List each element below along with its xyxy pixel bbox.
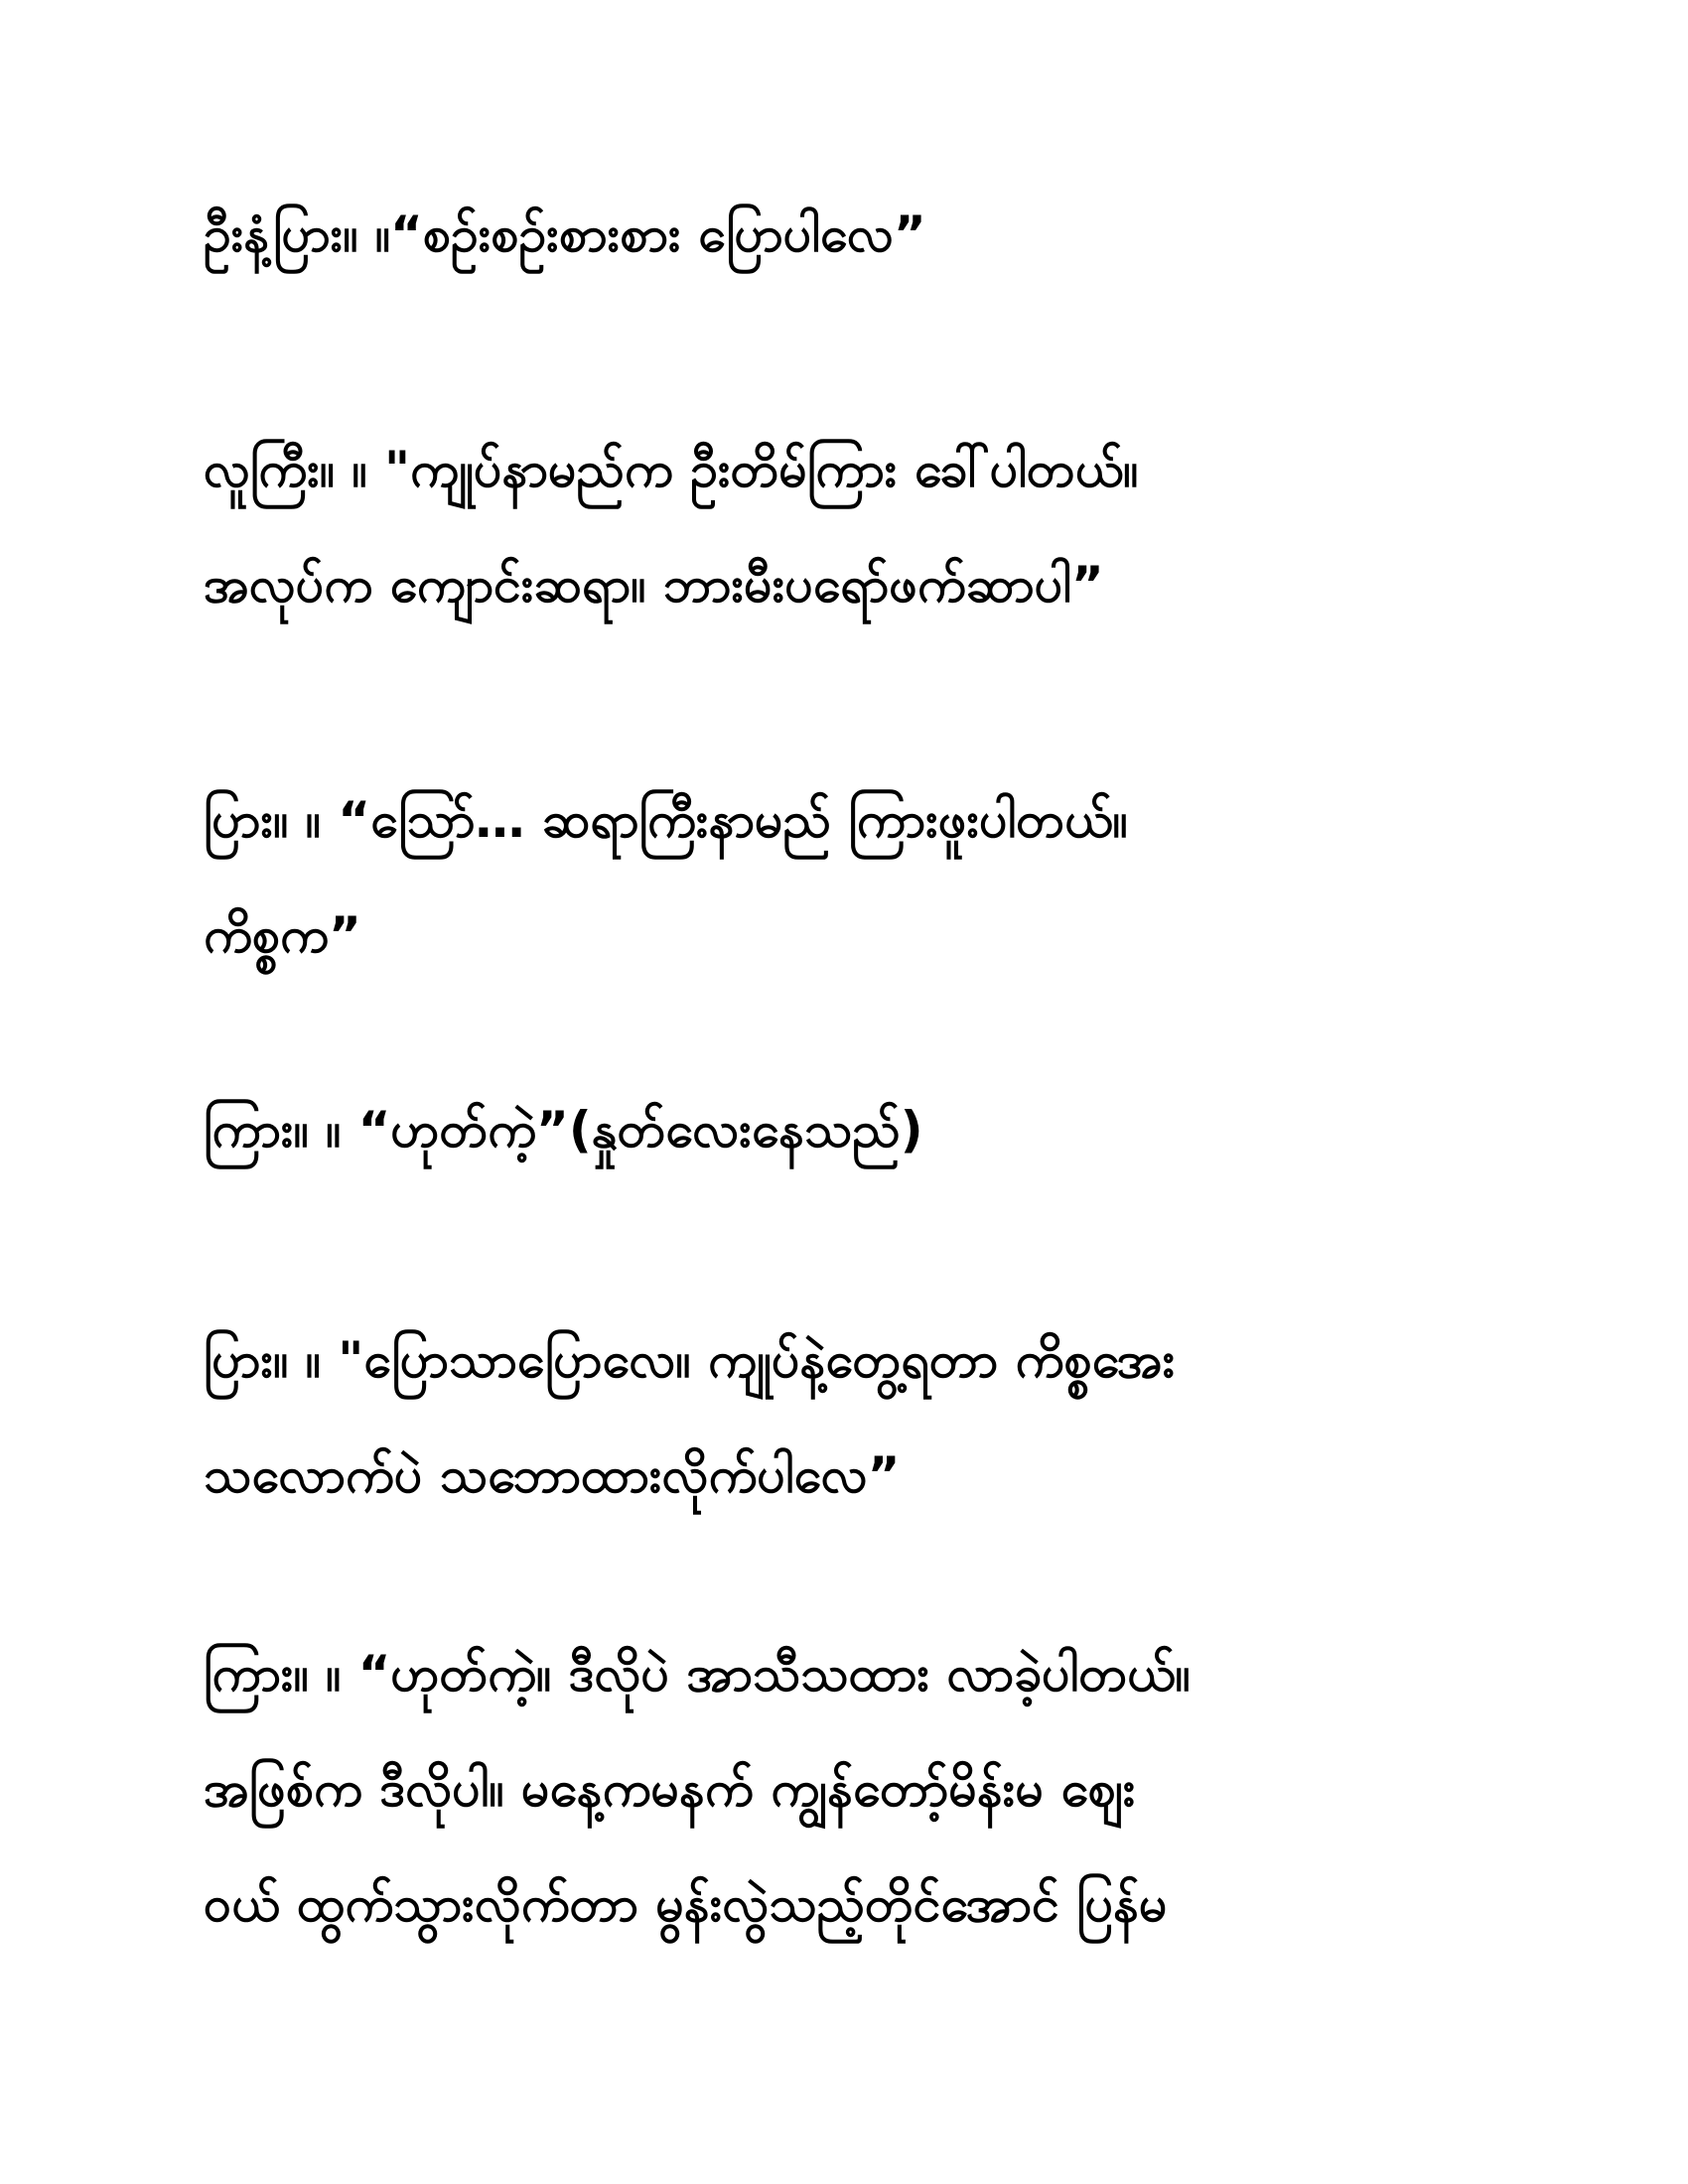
text-line: ဝယ် ထွက်သွားလိုက်တာ မွန်းလွဲသည့်တိုင်အောင် ပြန်မ: [204, 1875, 1168, 1933]
text-line: အလုပ်က ကျောင်းဆရာ။ ဘားမီးပရော်ဖက်ဆာပါ”: [204, 556, 1104, 614]
text-line: ကိစ္စက”: [204, 906, 361, 964]
text-line: လူကြီး။ ။ "ကျုပ်နာမည်က ဦးတိမ်ကြား ခေါ်ပါတယ်။: [204, 441, 1139, 498]
dialogue-paragraph: [204, 1616, 1494, 1962]
dialogue-paragraph: [204, 1072, 1494, 1187]
text-line: ဦးနံ့ပြား။ ။“စဉ်းစဉ်းစားစား ပြောပါလေ”: [204, 205, 926, 263]
text-line: ကြား။ ။ “ဟုတ်ကဲ့။ ဒီလိုပဲ အာသီသထား လာခဲ့ပါတယ်။: [204, 1645, 1191, 1703]
text-line: သလောက်ပဲ သဘောထားလိုက်ပါလေ”: [204, 1446, 901, 1504]
text-line: ကြား။ ။ “ဟုတ်ကဲ့”(နှုတ်လေးနေသည်): [204, 1101, 923, 1159]
dialogue-paragraph: [204, 1302, 1494, 1533]
dialogue-paragraph: [204, 412, 1494, 642]
text-line: ပြား။ ။ "ပြောသာပြောလေ။ ကျုပ်နဲ့တွေ့ရတာ ကိစ္စအေး: [204, 1331, 1176, 1389]
text-line: အဖြစ်က ဒီလိုပါ။ မနေ့ကမနက် ကျွန်တော့်မိန်းမ ဈေး: [204, 1760, 1136, 1818]
dialogue-paragraph: [204, 177, 1494, 292]
dialogue-paragraph: [204, 762, 1494, 993]
text-line: ပြား။ ။ “သြော်… ဆရာကြီးနာမည် ကြားဖူးပါတယ်။: [204, 791, 1128, 849]
